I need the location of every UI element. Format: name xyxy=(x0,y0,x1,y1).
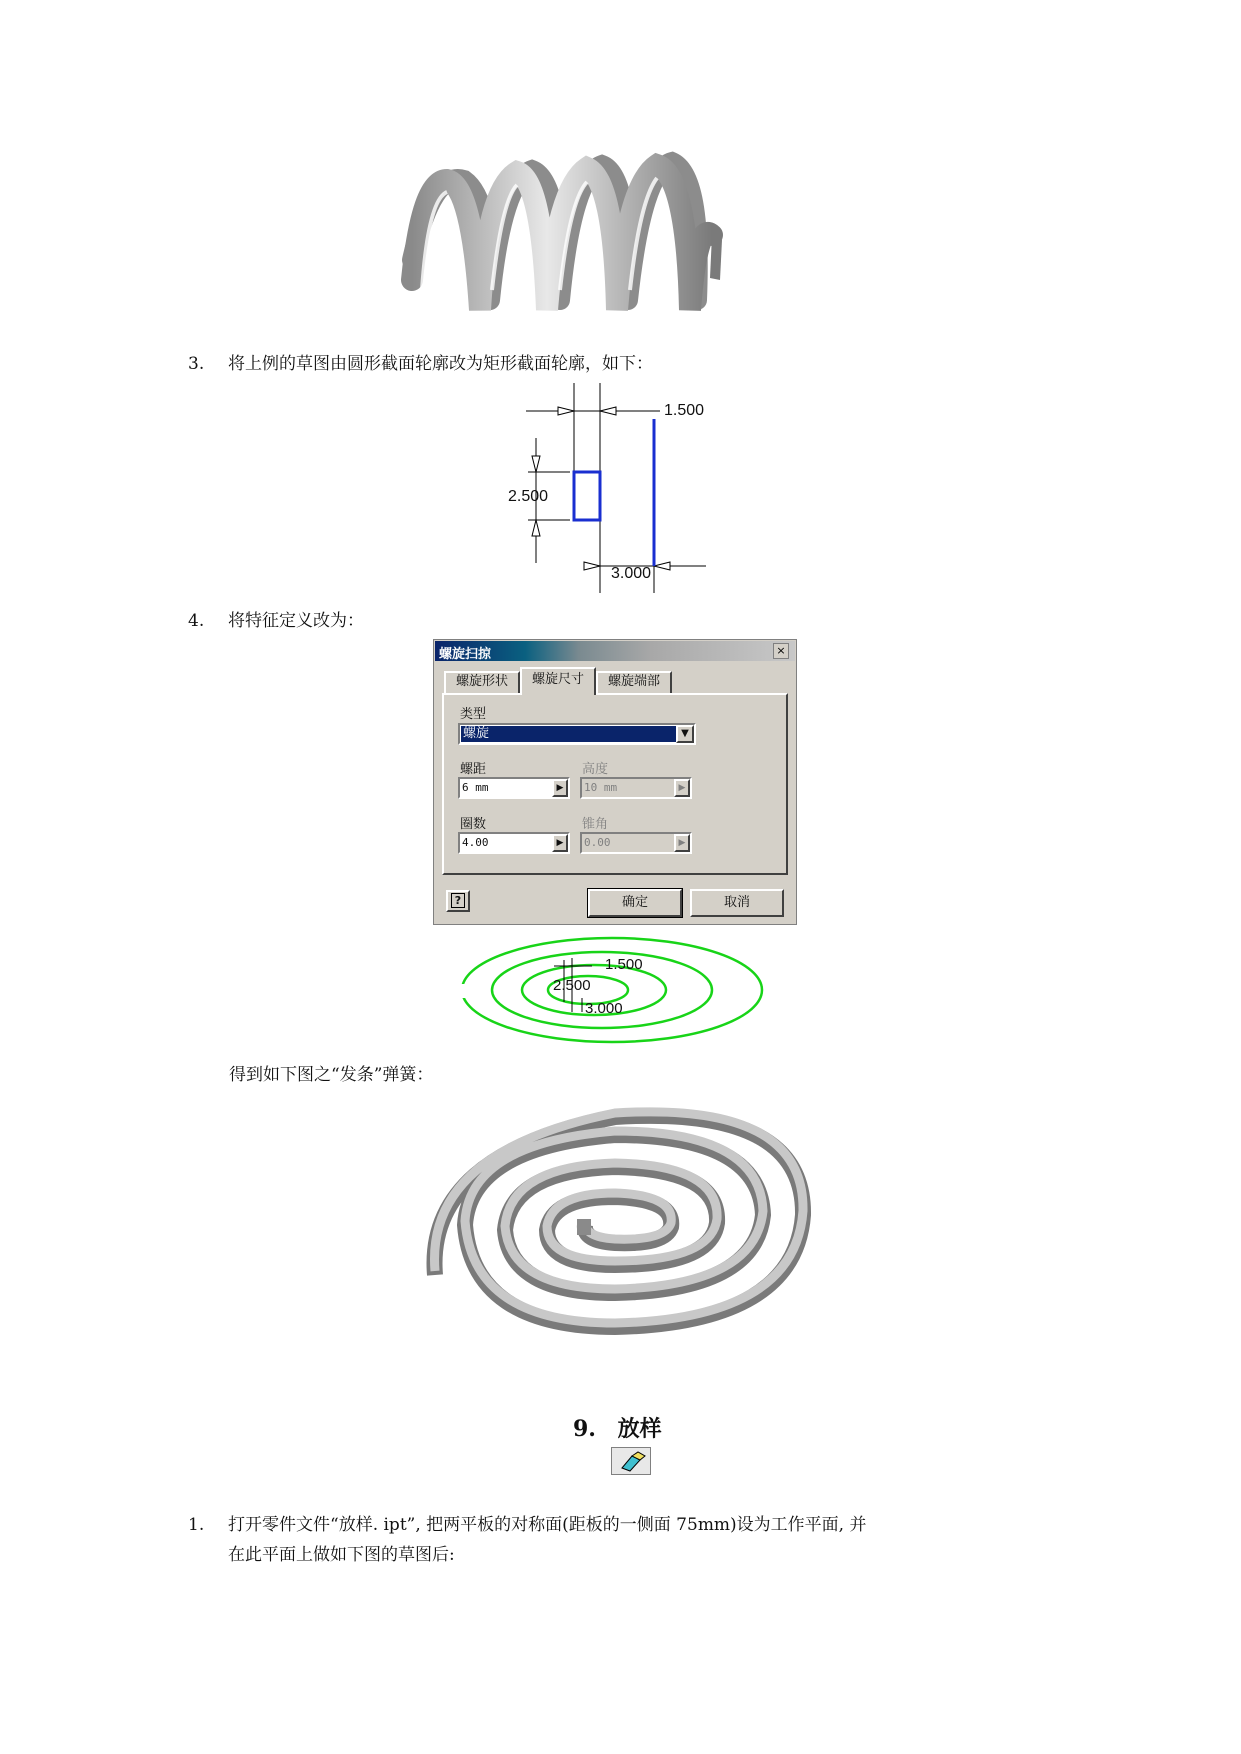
turns-field[interactable] xyxy=(458,832,570,854)
arrow-right-icon: ▶ xyxy=(678,838,686,848)
step-number: 3. xyxy=(188,354,205,374)
height-value: 10 mm xyxy=(584,781,618,794)
step-4 xyxy=(188,606,364,631)
step-text-line1: 打开零件文件“放样. ipt”, 把两平板的对称面(距板的一侧面 75mm)设为工作平面, 并 xyxy=(228,1515,867,1535)
step-number: 1. xyxy=(188,1515,205,1535)
turns-label: 圈数 xyxy=(460,817,487,832)
tab-label: 螺旋尺寸 xyxy=(531,672,584,687)
taper-field xyxy=(580,832,692,854)
pitch-field[interactable] xyxy=(458,777,570,799)
spiral-dim-width: 1.500 xyxy=(605,956,643,973)
arrow-right-icon: ▶ xyxy=(556,838,564,848)
spiral-dim-offset: 3.000 xyxy=(585,1000,623,1017)
pitch-stepper[interactable] xyxy=(552,779,568,797)
tab-label: 螺旋形状 xyxy=(455,674,508,689)
help-icon: ? xyxy=(451,893,465,908)
spiral-sketch xyxy=(452,932,772,1052)
help-button[interactable] xyxy=(446,890,470,912)
result-text: 得到如下图之“发条”弹簧： xyxy=(229,1065,434,1085)
cancel-button-label: 取消 xyxy=(723,895,750,910)
dialog-title: 螺旋扫掠 xyxy=(439,647,492,662)
dim-width-label: 1.500 xyxy=(664,402,705,419)
step-text: 将上例的草图由圆形截面轮廓改为矩形截面轮廓，如下： xyxy=(228,354,653,374)
turns-stepper[interactable] xyxy=(552,834,568,852)
height-field xyxy=(580,777,692,799)
ok-button-label: 确定 xyxy=(621,895,648,910)
taper-label: 锥角 xyxy=(582,817,609,832)
type-select-value: 螺旋 xyxy=(461,726,677,742)
tab-size[interactable] xyxy=(520,667,596,695)
arrow-right-icon: ▶ xyxy=(556,783,564,793)
step-text-line2: 在此平面上做如下图的草图后: xyxy=(228,1545,455,1565)
dim-offset-label: 3.000 xyxy=(611,565,652,582)
dim-height-label: 2.500 xyxy=(508,488,549,505)
close-icon: × xyxy=(776,644,786,657)
pitch-value: 6 mm xyxy=(462,781,489,794)
tab-shape[interactable] xyxy=(444,671,520,693)
dialog-title-bar[interactable] xyxy=(435,641,795,661)
step-3 xyxy=(188,349,653,374)
arrow-right-icon: ▶ xyxy=(678,783,686,793)
section-heading xyxy=(573,1412,662,1443)
spiral-dim-height: 2.500 xyxy=(553,977,591,994)
taper-value: 0.00 xyxy=(584,836,611,849)
tab-label: 螺旋端部 xyxy=(607,674,660,689)
section9-step-1 xyxy=(188,1510,867,1570)
type-select[interactable] xyxy=(458,723,696,745)
step-number: 4. xyxy=(188,611,205,631)
chevron-down-icon: ▼ xyxy=(681,728,689,739)
height-label: 高度 xyxy=(582,762,609,777)
taper-stepper xyxy=(674,834,690,852)
helix-sweep-dialog xyxy=(433,639,797,925)
height-stepper xyxy=(674,779,690,797)
pitch-label: 螺距 xyxy=(460,762,487,777)
tab-ends[interactable] xyxy=(596,671,672,693)
type-label: 类型 xyxy=(460,707,487,722)
cancel-button[interactable] xyxy=(690,889,784,917)
step-text: 将特征定义改为： xyxy=(228,611,364,631)
ok-button[interactable] xyxy=(588,889,682,917)
dropdown-button[interactable] xyxy=(676,725,694,743)
coil-spring-image xyxy=(392,140,742,336)
clock-spring-image xyxy=(425,1095,815,1335)
loft-tool-icon xyxy=(611,1447,651,1475)
turns-value: 4.00 xyxy=(462,836,489,849)
close-button[interactable] xyxy=(773,643,789,659)
section-number: 9. xyxy=(573,1416,596,1442)
section-title: 放样 xyxy=(617,1416,662,1442)
